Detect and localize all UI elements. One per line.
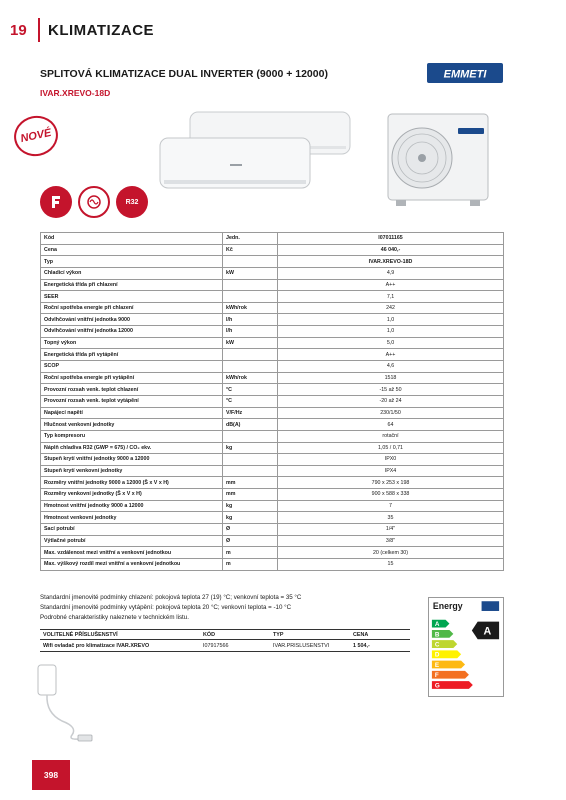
accessory-name: Wifi ovladač pro klimatizace IVAR.XREVO [40,640,200,652]
spec-row [41,337,504,349]
spec-value: 790 x 253 x 198 [278,477,504,489]
spec-label: Odvlhčování vnitřní jednotka 12000 [41,326,223,338]
spec-value: 230/1/50 [278,407,504,419]
spec-label: Stupeň krytí vnitřní jednotky 9000 a 12000 [41,454,223,466]
spec-unit: kW [223,337,278,349]
spec-unit: mm [223,489,278,501]
spec-value: IPX0 [278,454,504,466]
energy-class-letter: C [434,641,440,649]
brand-name: EMMETI [443,68,487,81]
spec-label: Chladicí výkon [41,267,223,279]
spec-unit: kg [223,512,278,524]
spec-row [41,512,504,524]
spec-value: 1/4" [278,524,504,536]
spec-value: 15 [278,558,504,570]
spec-unit: m [223,547,278,559]
emmeti-logo [427,63,503,83]
spec-row [41,349,504,361]
energy-class-bars [432,620,473,690]
spec-unit: l/h [223,326,278,338]
note-technical-sheet: Podrobné charakteristiky naleznete v technickém listu. [40,614,189,621]
spec-row [41,233,504,245]
spec-value: 7 [278,500,504,512]
spec-label: Energetická třída při chlazení [41,279,223,291]
product-code: IVAR.XREVO-18D [40,88,111,98]
eu-flag-icon [482,601,500,611]
inverter-icon [78,186,110,218]
spec-value: 4,6 [278,361,504,373]
energy-rating: A [483,625,492,638]
spec-unit: kg [223,500,278,512]
chapter-number: 19 [10,22,27,39]
notes [40,593,301,623]
spec-row [41,361,504,373]
spec-label: Provozní rozsah venk. teplot vytápění [41,395,223,407]
spec-label: Náplň chladiva R32 (GWP = 675) / CO₂ ekv. [41,442,223,454]
spec-value: 4,9 [278,267,504,279]
energy-class-letter: E [434,661,440,669]
spec-row [41,291,504,303]
spec-value: A++ [278,349,504,361]
new-badge [10,112,61,160]
spec-row [41,314,504,326]
energy-class-letter: A [434,621,440,629]
spec-value: 900 x 588 x 338 [278,489,504,501]
spec-value: -20 až 24 [278,395,504,407]
spec-row [41,442,504,454]
r32-refrigerant-icon: R32 [116,186,148,218]
spec-unit: Jedn. [223,233,278,245]
spec-unit: kg [223,442,278,454]
spec-label: Napájecí napětí [41,407,223,419]
spec-row [41,267,504,279]
spec-value: I07011165 [278,233,504,245]
spec-row [41,477,504,489]
spec-row [41,535,504,547]
spec-label: Hmotnost vnitřní jednotky 9000 a 12000 [41,500,223,512]
spec-row [41,407,504,419]
spec-unit: kWh/rok [223,302,278,314]
spec-value: 5,0 [278,337,504,349]
spec-value: 46 040,- [278,244,504,256]
spec-row [41,244,504,256]
spec-row [41,384,504,396]
spec-unit [223,349,278,361]
spec-unit [223,256,278,268]
energy-certification-icon [40,186,72,218]
spec-unit [223,465,278,477]
spec-value: 3/8" [278,535,504,547]
accessory-type: IVAR.PRISLUSENSTVI [270,640,350,652]
accessory-price: 1 504,- [350,640,410,652]
spec-unit: dB(A) [223,419,278,431]
spec-row [41,454,504,466]
note-heating-conditions: Standardní jmenovité podmínky vytápění: pokojová teplota 20 °C; venkovní teplota = -10 °C [40,604,292,611]
spec-label: Kód [41,233,223,245]
spec-unit [223,454,278,466]
spec-label: Sací potrubí [41,524,223,536]
specification-table [40,232,504,571]
spec-row [41,256,504,268]
spec-row [41,326,504,338]
energy-class-letter: B [434,631,440,639]
spec-value: 64 [278,419,504,431]
spec-label: SEER [41,291,223,303]
new-badge-label: NOVÉ [19,126,53,146]
spec-value: 242 [278,302,504,314]
spec-label: Energetická třída při vytápění [41,349,223,361]
spec-value: 1,0 [278,314,504,326]
spec-value: IPX4 [278,465,504,477]
spec-value: -15 až 50 [278,384,504,396]
accessory-code: I07917566 [200,640,270,652]
spec-value: 1518 [278,372,504,384]
spec-unit [223,430,278,442]
spec-label: SCOP [41,361,223,373]
spec-label: Výtlačné potrubí [41,535,223,547]
accessory-table [40,629,410,652]
spec-unit: kW [223,267,278,279]
spec-unit: °C [223,384,278,396]
spec-row [41,489,504,501]
spec-unit [223,291,278,303]
spec-unit [223,361,278,373]
spec-label: Max. vzdálenost mezi vnitřní a venkovní jednotkou [41,547,223,559]
spec-label: Topný výkon [41,337,223,349]
spec-label: Roční spotřeba energie při chlazení [41,302,223,314]
spec-label: Typ kompresoru [41,430,223,442]
page-number: 398 [32,760,70,790]
certification-icons [40,186,148,218]
note-cooling-conditions: Standardní jmenovité podmínky chlazení: pokojová teplota 27 (19) °C; venkovní teplota = 35 °C [40,594,302,601]
spec-row [41,524,504,536]
spec-unit: V/F/Hz [223,407,278,419]
energy-class-letter: G [434,682,440,690]
spec-label: Cena [41,244,223,256]
spec-value: 1,05 / 0,71 [278,442,504,454]
spec-value: IVAR.XREVO-18D [278,256,504,268]
outdoor-unit [388,114,488,206]
spec-value: 1,0 [278,326,504,338]
spec-row [41,419,504,431]
spec-label: Rozměry vnitřní jednotky 9000 a 12000 (Š x V x H) [41,477,223,489]
energy-label-title: Energy [432,601,463,612]
spec-label: Max. výškový rozdíl mezi vnitřní a venkovní jednotkou [41,558,223,570]
spec-label: Stupeň krytí venkovní jednotky [41,465,223,477]
accessory-header-code: KÓD [200,630,270,640]
spec-row [41,395,504,407]
indoor-unit-front [160,138,310,188]
spec-unit: Ø [223,535,278,547]
header-divider [38,18,40,42]
wifi-controller-image [32,663,102,743]
spec-row [41,302,504,314]
section-title: KLIMATIZACE [48,22,155,39]
spec-row [41,279,504,291]
accessory-row [40,640,410,652]
spec-label: Hlučnost venkovní jednotky [41,419,223,431]
spec-value: rotační [278,430,504,442]
spec-row [41,500,504,512]
energy-class-letter: F [434,672,439,680]
accessory-header-type: TYP [270,630,350,640]
spec-value: 35 [278,512,504,524]
spec-unit: kWh/rok [223,372,278,384]
product-image [150,108,500,218]
spec-row [41,430,504,442]
spec-value: 20 (celkem 30) [278,547,504,559]
spec-unit: m [223,558,278,570]
spec-value: A++ [278,279,504,291]
energy-label [428,597,504,697]
spec-label: Roční spotřeba energie při vytápění [41,372,223,384]
spec-value: 7,1 [278,291,504,303]
spec-unit: l/h [223,314,278,326]
spec-label: Hmotnost venkovní jednotky [41,512,223,524]
spec-label: Provozní rozsah venk. teplot chlazení [41,384,223,396]
spec-unit: Ø [223,524,278,536]
energy-class-letter: D [434,651,440,659]
spec-label: Rozměry venkovní jednotky (Š x V x H) [41,489,223,501]
spec-unit [223,279,278,291]
product-title: SPLITOVÁ KLIMATIZACE DUAL INVERTER (9000 + 12000) [40,68,328,80]
spec-unit: °C [223,395,278,407]
spec-row [41,465,504,477]
spec-row [41,372,504,384]
accessory-header-name: VOLITELNÉ PŘÍSLUŠENSTVÍ [40,630,200,640]
spec-label: Typ [41,256,223,268]
accessory-header-price: CENA [350,630,410,640]
spec-unit: mm [223,477,278,489]
spec-row [41,547,504,559]
spec-label: Odvlhčování vnitřní jednotka 9000 [41,314,223,326]
spec-unit: Kč [223,244,278,256]
spec-row [41,558,504,570]
